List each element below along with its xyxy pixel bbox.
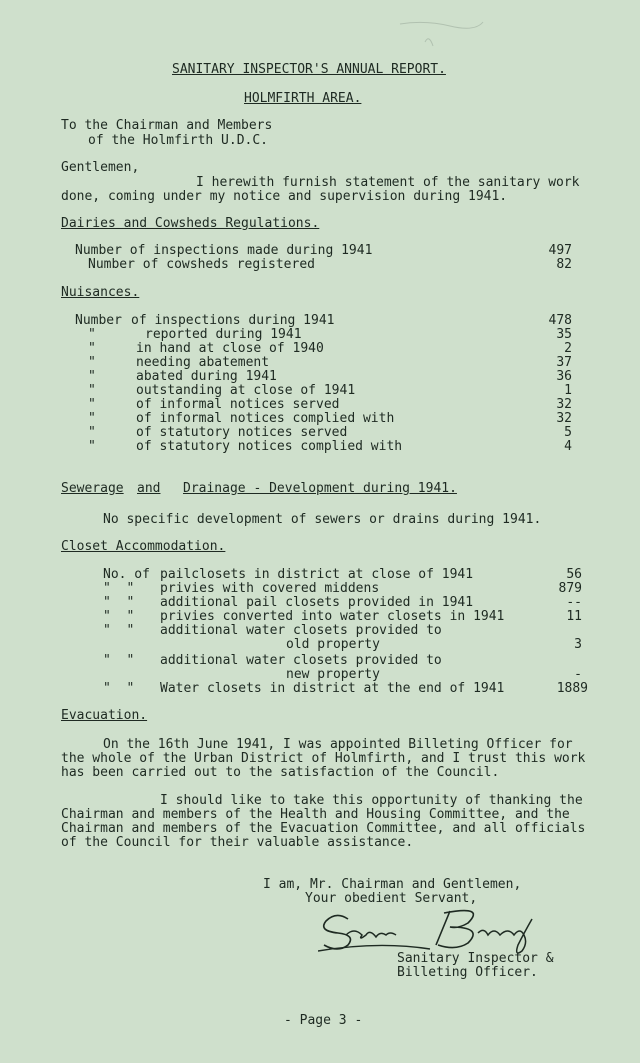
greeting: Gentlemen, [61,160,140,175]
evacuation-heading: Evacuation. [61,708,148,723]
sewerage-text: No specific development of sewers or drains during 1941. [103,512,542,527]
closet-row-value: - [574,667,582,682]
nuisance-row-value: 36 [556,369,572,384]
closing-role-1: Sanitary Inspector & [397,951,554,966]
signature-graphic [318,905,558,957]
nuisance-row-label: of statutory notices served [136,425,348,440]
nuisance-row-value: 4 [564,439,572,454]
nuisance-row-label: of inspections during 1941 [131,313,335,328]
closet-row-label-cont: new property [286,667,380,682]
closet-row-label: additional water closets provided to [160,653,442,668]
nuisance-row-label: of informal notices served [136,397,340,412]
nuisance-row-label: outstanding at close of 1941 [136,383,356,398]
evacuation-p1-line: the whole of the Urban District of Holmfirth, and I trust this work [61,751,586,766]
closet-row-label: privies with covered middens [160,581,380,596]
nuisance-row-label: in hand at close of 1940 [136,341,324,356]
evacuation-p2-line: I should like to take this opportunity of thanking the [160,793,583,808]
intro-line-1: I herewith furnish statement of the sanitary work [196,175,580,190]
closet-row-prefix: " " [103,681,135,696]
nuisance-row-value: 32 [556,397,572,412]
nuisance-row-value: 5 [564,425,572,440]
signature [318,905,558,957]
report-title: SANITARY INSPECTOR'S ANNUAL REPORT. [172,62,446,77]
closet-row-value: 56 [566,567,582,582]
closet-row-label-cont: old property [286,637,380,652]
nuisance-row-prefix: " [88,439,96,454]
nuisance-row-prefix: " [88,383,96,398]
nuisance-row-value: 2 [564,341,572,356]
nuisance-row-value: 32 [556,411,572,426]
page-number: - Page 3 - [284,1013,363,1028]
closet-row-value: -- [566,595,582,610]
closet-row-label: additional water closets provided to [160,623,442,638]
dairies-row-label: Number of cowsheds registered [88,257,315,272]
sewerage-heading: Sewerage [61,481,124,496]
closet-row-prefix: " " [103,623,135,638]
nuisance-row-value: 1 [564,383,572,398]
nuisance-row-value: 478 [548,313,572,328]
nuisance-row-prefix: " [88,327,96,342]
closet-row-value: 3 [574,637,582,652]
paper-smudge [395,12,485,52]
sewerage-heading-and: and [137,481,161,496]
evacuation-p2-line: Chairman and members of the Evacuation Committee, and all officials [61,821,586,836]
area-title: HOLMFIRTH AREA. [244,91,362,106]
nuisance-row-prefix: " [88,355,96,370]
nuisance-row-prefix: " [88,341,96,356]
nuisance-row-label: of statutory notices complied with [136,439,403,454]
nuisance-row-prefix: " [88,397,96,412]
closet-row-value: 1889 [556,681,588,696]
nuisance-row-prefix: " [88,425,96,440]
nuisance-row-label: reported during 1941 [145,327,302,342]
nuisance-row-prefix: " [88,411,96,426]
closing-line-2: Your obedient Servant, [305,891,478,906]
nuisance-row-label: of informal notices complied with [136,411,395,426]
evacuation-p2-line: Chairman and members of the Health and Housing Committee, and the [61,807,570,822]
closing-role-2: Billeting Officer. [397,965,538,980]
dairies-row-label: Number of inspections made during 1941 [75,243,373,258]
evacuation-p1-line: On the 16th June 1941, I was appointed Billeting Officer for [103,737,573,752]
nuisance-row-prefix: " [88,369,96,384]
address-line-2: of the Holmfirth U.D.C. [88,133,269,148]
dairies-row-value: 497 [548,243,572,258]
closet-row-prefix: " " [103,653,135,668]
evacuation-p2-line: of the Council for their valuable assistance. [61,835,414,850]
nuisances-heading: Nuisances. [61,285,140,300]
nuisance-row-prefix: Number [75,313,122,328]
dairies-heading: Dairies and Cowsheds Regulations. [61,216,320,231]
closing-line-1: I am, Mr. Chairman and Gentlemen, [263,877,522,892]
nuisance-row-value: 35 [556,327,572,342]
sewerage-heading-rest: Drainage - Development during 1941. [183,481,457,496]
closet-row-prefix: " " [103,609,135,624]
closet-row-label: pailclosets in district at close of 1941 [160,567,474,582]
closet-row-prefix: No. of [103,567,150,582]
closet-row-prefix: " " [103,595,135,610]
closet-row-label: privies converted into water closets in 1941 [160,609,505,624]
closet-row-value: 879 [558,581,582,596]
closet-row-value: 11 [566,609,582,624]
intro-line-2: done, coming under my notice and supervision during 1941. [61,189,508,204]
nuisance-row-label: needing abatement [136,355,270,370]
closet-row-label: Water closets in district at the end of 1941 [160,681,505,696]
closet-row-label: additional pail closets provided in 1941 [160,595,474,610]
closet-row-prefix: " " [103,581,135,596]
nuisance-row-label: abated during 1941 [136,369,277,384]
evacuation-p1-line: has been carried out to the satisfaction of the Council. [61,765,500,780]
closet-heading: Closet Accommodation. [61,539,226,554]
address-line-1: To the Chairman and Members [61,118,273,133]
dairies-row-value: 82 [556,257,572,272]
nuisance-row-value: 37 [556,355,572,370]
